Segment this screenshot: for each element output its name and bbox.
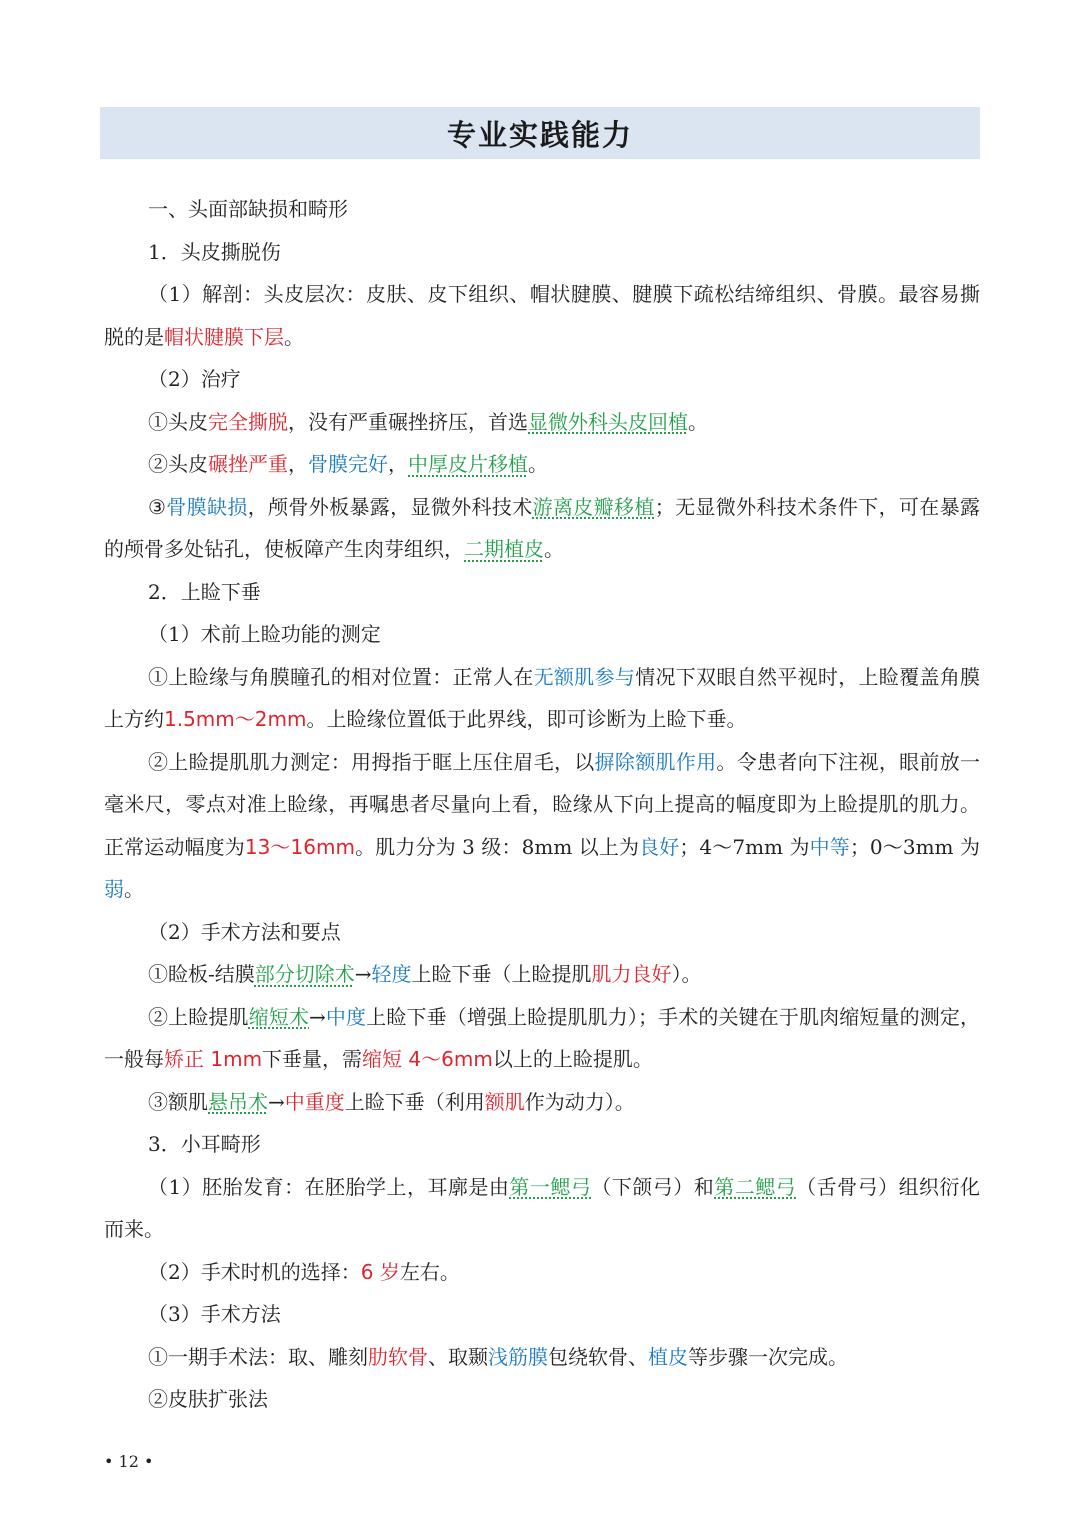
text-run: 。肌力分为 3 级：8mm 以上为 — [354, 834, 640, 859]
highlight-blue: 中等 — [809, 834, 850, 859]
microtia-item-5: ②皮肤扩张法 — [148, 1387, 268, 1411]
subsection-heading-ptosis: 2．上睑下垂 — [148, 579, 261, 604]
section-heading: 一、头面部缺损和畸形 — [148, 197, 348, 221]
page-number: • 12 • — [104, 1452, 154, 1471]
microtia-item-4 — [104, 1336, 980, 1379]
highlight-red: 帽状腱膜下层 — [164, 324, 284, 349]
text-run: （1）胚胎发育：在胚胎学上，耳廓是由 — [148, 1174, 510, 1199]
text-run: ）。 — [671, 962, 702, 986]
highlight-green: 第二鳃弓 — [714, 1174, 797, 1199]
highlight-red: 13～16mm — [244, 834, 355, 859]
text-run: ；0～3mm 为 — [849, 834, 980, 859]
text-run: ；无显微外科技术条件下，可在暴露的颅骨多处钻孔，使板障产生肉芽组织， — [104, 494, 980, 561]
text-run: ①上睑缘与角膜瞳孔的相对位置：正常人在 — [148, 664, 534, 689]
text-run: （1）解剖：头皮层次：皮肤、皮下组织、帽状腱膜、腱膜下疏松结缔组织、骨膜。最容易撕脱的是 — [104, 282, 980, 349]
highlight-green: 部分切除术 — [254, 962, 355, 986]
ptosis-sub2-heading: （2）手术方法和要点 — [148, 919, 341, 944]
text-run: ， — [288, 452, 308, 476]
highlight-red: 肋软骨 — [368, 1344, 428, 1369]
highlight-red: 中重度 — [284, 1089, 345, 1114]
highlight-red: 缩短 4～6mm — [362, 1047, 493, 1071]
highlight-green: 第一鳃弓 — [509, 1174, 592, 1199]
highlight-blue: 无额肌参与 — [533, 664, 636, 689]
title-bar — [100, 107, 980, 159]
highlight-blue: 骨膜完好 — [308, 452, 388, 476]
highlight-green: 中厚皮片移植 — [408, 452, 528, 476]
text-run: 。 — [284, 324, 304, 349]
paragraph-anatomy — [104, 273, 980, 358]
highlight-blue: 良好 — [639, 834, 680, 859]
content-body — [104, 188, 980, 1421]
text-run: ①一期手术法：取、雕刻 — [148, 1344, 368, 1369]
text-run: ②上睑提肌肌力测定：用拇指于眶上压住眉毛，以 — [148, 749, 595, 774]
text-run: 上睑下垂（上睑提肌 — [411, 962, 592, 986]
surgery-item-1 — [104, 953, 980, 996]
text-run: → — [268, 1089, 285, 1114]
text-run: ，没有严重碾挫挤压，首选 — [288, 409, 528, 434]
highlight-red: 1.5mm～2mm — [164, 707, 307, 731]
text-run: 。 — [544, 537, 564, 561]
highlight-blue: 浅筋膜 — [488, 1344, 548, 1369]
highlight-green: 缩短术 — [248, 1004, 310, 1029]
subsection-heading-scalp: 1．头皮撕脱伤 — [148, 239, 281, 264]
text-run: （2）手术时机的选择： — [148, 1259, 361, 1284]
text-run: ①头皮 — [148, 409, 208, 434]
highlight-red: 碾挫严重 — [208, 452, 288, 476]
text-run: ①睑板-结膜 — [148, 962, 255, 986]
text-run: 下垂量，需 — [262, 1047, 363, 1071]
text-run: （下颌弓）和 — [591, 1174, 715, 1199]
measurement-item-2 — [104, 741, 980, 911]
highlight-red: 肌力良好 — [591, 962, 672, 986]
highlight-green: 悬吊术 — [208, 1089, 268, 1114]
text-run: ②上睑提肌 — [148, 1004, 249, 1029]
text-run: ③额肌 — [148, 1089, 208, 1114]
text-run: 。 — [124, 877, 144, 901]
subsection-heading-microtia: 3．小耳畸形 — [148, 1132, 261, 1156]
text-run: → — [309, 1004, 326, 1029]
text-run: ，颅骨外板暴露，显微外科技术 — [247, 494, 533, 519]
text-run: 上睑下垂（增强上睑提肌肌力）；手术的关键在于肌肉缩短量的测定，一般每 — [104, 1004, 981, 1071]
treatment-item-3 — [104, 486, 980, 571]
highlight-blue: 摒除额肌作用 — [594, 749, 717, 774]
highlight-green: 显微外科头皮回植 — [528, 409, 688, 434]
text-run: 以上的上睑提肌。 — [492, 1047, 653, 1071]
treatment-heading: （2）治疗 — [148, 367, 241, 391]
page-title: 专业实践能力 — [446, 117, 633, 152]
highlight-red: 完全撕脱 — [208, 409, 288, 434]
text-run: 左右。 — [399, 1259, 460, 1284]
text-run: 等步骤一次完成。 — [688, 1344, 848, 1369]
text-run: ；4～7mm 为 — [679, 834, 810, 859]
measurement-item-1 — [104, 656, 980, 741]
text-run: ②头皮 — [148, 452, 208, 476]
highlight-green: 游离皮瓣移植 — [532, 494, 655, 519]
text-run: （舌骨弓）组织衍化而来。 — [104, 1174, 981, 1241]
microtia-item-2 — [104, 1251, 980, 1294]
treatment-item-1 — [104, 401, 980, 444]
microtia-method-heading: （3）手术方法 — [148, 1302, 281, 1326]
text-run: ③ — [148, 494, 167, 519]
highlight-red: 矫正 1mm — [164, 1047, 263, 1071]
text-run: → — [354, 962, 372, 986]
treatment-item-2 — [104, 443, 980, 486]
text-run: 、取颞 — [428, 1344, 488, 1369]
text-run: 包绕软骨、 — [548, 1344, 648, 1369]
ptosis-sub1-heading: （1）术前上睑功能的测定 — [148, 622, 381, 646]
highlight-blue: 中度 — [325, 1004, 367, 1029]
text-run: 。 — [528, 452, 548, 476]
highlight-blue: 骨膜缺损 — [166, 494, 248, 519]
highlight-blue: 轻度 — [371, 962, 412, 986]
text-run: ， — [388, 452, 408, 476]
text-run: 作为动力）。 — [524, 1089, 635, 1114]
highlight-green: 二期植皮 — [464, 537, 544, 561]
highlight-red: 6 岁 — [360, 1259, 400, 1284]
text-run: 情况下双眼自然平视时，上睑覆盖角膜上方约 — [104, 664, 981, 731]
text-run: 。 — [688, 409, 708, 434]
highlight-blue: 植皮 — [648, 1344, 688, 1369]
surgery-item-3 — [104, 1081, 980, 1124]
microtia-item-1 — [104, 1166, 980, 1251]
highlight-blue: 弱 — [104, 877, 124, 901]
highlight-red: 额肌 — [484, 1089, 525, 1114]
text-run: 。令患者向下注视，眼前放一毫米尺，零点对准上睑缘，再嘱患者尽量向上看，睑缘从下向上提高的幅度即为上睑提肌的肌力。正常运动幅度为 — [104, 749, 981, 859]
text-run: 。上睑缘位置低于此界线，即可诊断为上睑下垂。 — [306, 707, 747, 731]
text-run: 上睑下垂（利用 — [344, 1089, 485, 1114]
surgery-item-2 — [104, 996, 980, 1081]
